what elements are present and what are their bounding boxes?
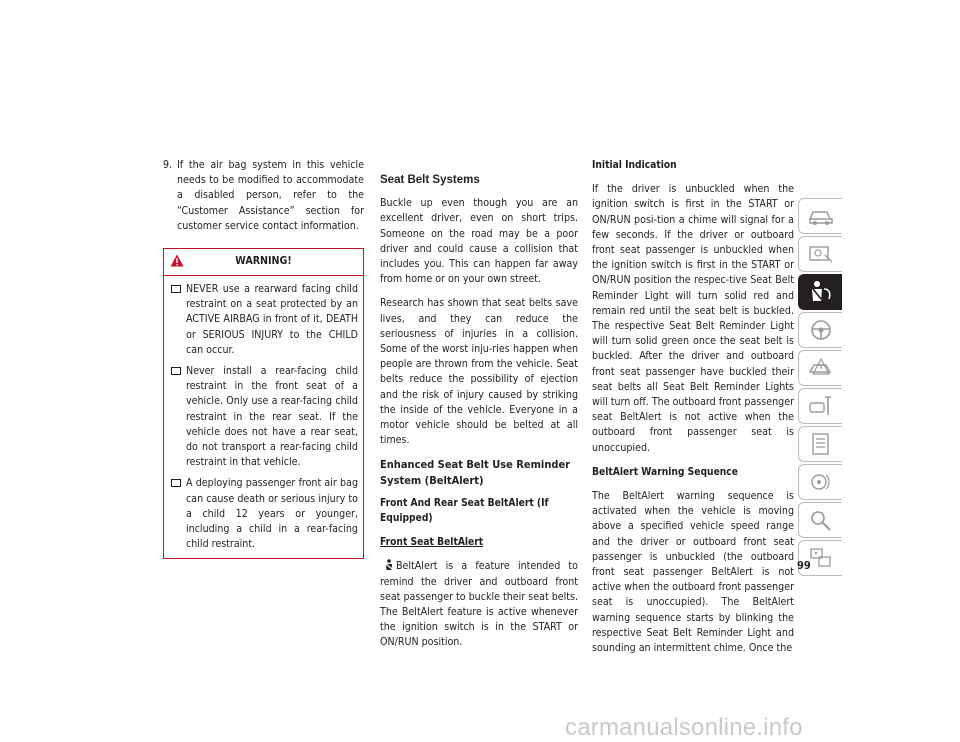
square-bullet-icon (171, 285, 181, 293)
numbered-item (163, 158, 364, 234)
warning-box (163, 248, 364, 559)
warning-item (169, 364, 358, 470)
car-info-icon (807, 203, 835, 229)
warning-triangle-icon (170, 254, 184, 267)
tab-dashboard[interactable] (798, 236, 842, 272)
chapter-tabs (798, 198, 842, 578)
steering-wheel-icon (807, 317, 835, 343)
dashboard-icon (807, 241, 835, 267)
subsection-heading: BeltAlert Warning Sequence (592, 466, 738, 478)
paragraph: The BeltAlert warning sequence is activated when the vehicle is moving above a specified vehicle speed range and the driver or outboard front seat passenger is unbuckled (the outboard front seat passenger BeltAlert is not active when the outboard front passenger seat is unoccupied). The BeltAlert warning sequence starts by blinking the respective Seat Belt Reminder Light and sounding an intermittent chime. Once the (592, 490, 794, 655)
paragraph: Buckle up even though you are an excellent driver, even on short trips. Someone on the road may be a poor driver and could cause a collision that includes you. This can happen far away from home or on your own street. (380, 197, 578, 286)
emergency-icon (807, 355, 835, 381)
subsection-heading: Enhanced Seat Belt Use Reminder System (BeltAlert) (380, 458, 571, 487)
warning-header (164, 249, 363, 276)
tab-car-info[interactable] (798, 198, 842, 234)
index-search-icon (807, 507, 835, 533)
tab-specs[interactable] (798, 426, 842, 462)
subsubsection-heading-underlined: Front Seat BeltAlert (380, 537, 484, 549)
warning-item-text: NEVER use a rearward facing child restraint on a seat protected by an ACTIVE AIRBAG in front of it, DEATH or SERIOUS INJURY to the CHILD can occur. (186, 283, 358, 356)
specs-icon (807, 431, 835, 457)
multimedia-icon (807, 469, 835, 495)
item-text: If the air bag system in this vehicle needs to be modified to accommodate a disabled person, refer to the “Customer Assistance” section for customer service contact information. (177, 159, 364, 232)
paragraph: If the driver is unbuckled when the ignition switch is first in the START or ON/RUN posi-tion a chime will signal for a few seconds. If the driver or outboard front seat passenger is unbuckled when the ignition switch is first in the START or ON/RUN position the respec-tive Seat Belt Reminder Light will turn solid red and remain red until the seat belt is buckled. The respective Seat Belt Reminder Light will turn solid green once the seat belt is buckled. After the driver and outboard front seat passenger have buckled their seat belts all Seat Belt Reminder Lights will turn off. The outboard front passenger seat BeltAlert is not active when the outboard front passenger seat is unoccupied. (592, 183, 794, 454)
page-number: 99 (797, 559, 811, 572)
warning-item-text: A deploying passenger front air bag can cause death or serious injury to a child 12 years or younger, including a child in a rear-facing child restraint. (186, 477, 358, 551)
tab-index[interactable] (798, 502, 842, 538)
middle-column (380, 173, 578, 660)
warning-body (164, 276, 363, 558)
footer-watermark: carmanualsonline.info (565, 714, 803, 741)
car-service-icon (807, 393, 835, 419)
paragraph: Research has shown that seat belts save lives, and they can reduce the seriousness of injuries in a collision. Some of the worst inju-ries happen when people are thrown from the vehicle. Seat belts reduce the possibility of ejection and the risk of injury caused by striking the inside of the vehicle. Everyone in a motor vehicle should be belted at all times. (380, 297, 578, 447)
subsubsection-heading: Front And Rear Seat BeltAlert (If Equipped) (380, 497, 549, 525)
safety-seatbelt-icon (807, 279, 835, 305)
tab-emergency[interactable] (798, 350, 842, 386)
square-bullet-icon (171, 479, 181, 487)
tab-service[interactable] (798, 388, 842, 424)
paragraph-with-icon (380, 559, 578, 650)
seatbelt-reminder-icon (384, 559, 394, 571)
warning-title: WARNING! (235, 255, 292, 268)
right-column (592, 158, 794, 665)
subsection-heading: Initial Indication (592, 160, 677, 171)
left-column (163, 158, 364, 559)
tab-driving[interactable] (798, 312, 842, 348)
item-number: 9. (163, 159, 173, 171)
paragraph-text: BeltAlert is a feature intended to remind the driver and outboard front seat passenger to buckle their seat belts. The BeltAlert feature is active whenever the ignition switch is in the START or ON/RUN position. (380, 560, 578, 649)
section-heading: Seat Belt Systems (380, 174, 480, 186)
warning-item-text: Never install a rear-facing child restraint in the front seat of a vehicle. Only use a rear-facing child restraint in the rear seat. If the vehicle does not have a rear seat, do not transport a rear-facing child restraint in that vehicle. (186, 365, 358, 469)
tab-multimedia[interactable] (798, 464, 842, 500)
tab-safety[interactable] (798, 274, 842, 310)
warning-item (169, 476, 358, 552)
square-bullet-icon (171, 367, 181, 375)
warning-item (169, 282, 358, 358)
